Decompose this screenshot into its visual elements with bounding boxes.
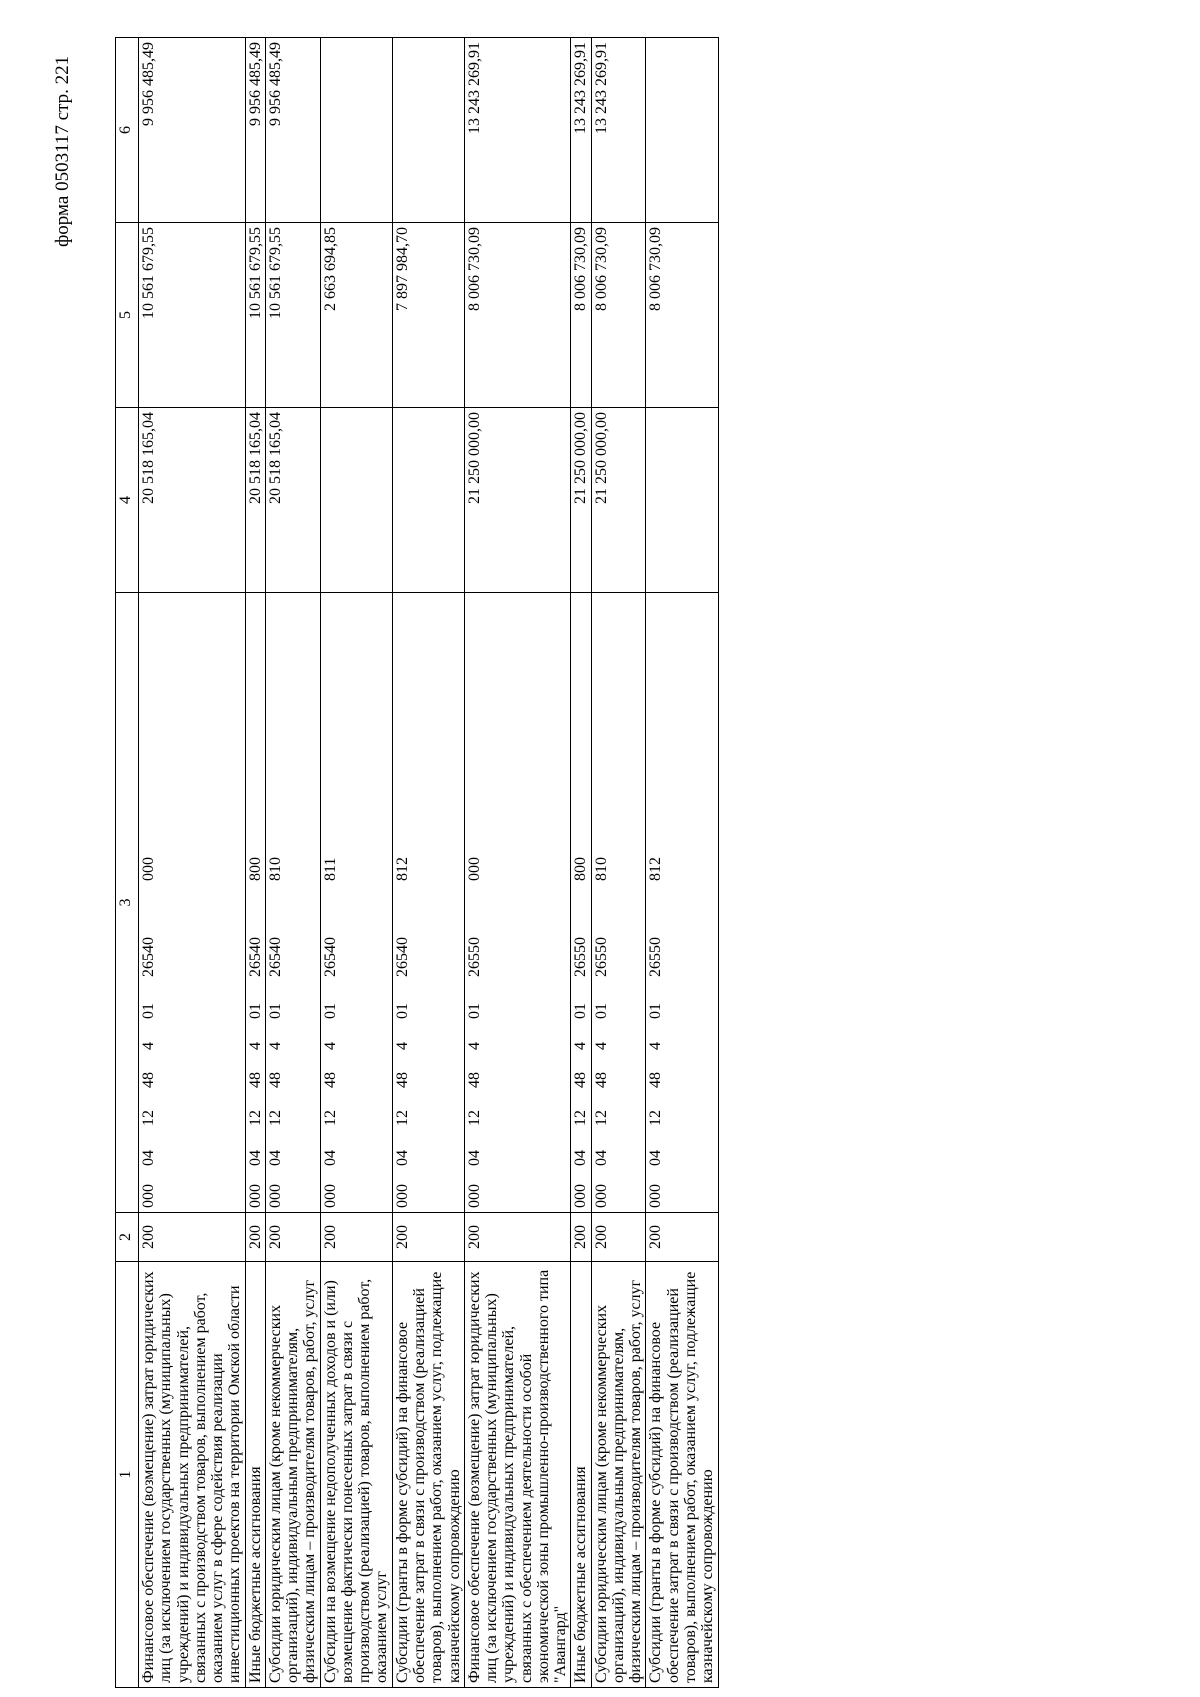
row-line-code: 200 — [464, 1213, 571, 1262]
code-program: 48 — [246, 1072, 264, 1088]
code-subprogram: 4 — [321, 1042, 339, 1050]
row-col6-value — [646, 38, 718, 223]
header-col-5: 5 — [116, 223, 139, 408]
code-event: 01 — [572, 1003, 590, 1019]
code-direction: 26540 — [246, 937, 264, 977]
row-col5-value: 10 561 679,55 — [265, 223, 320, 408]
row-name: Иные бюджетные ассигнования — [571, 1262, 591, 1688]
row-classification-code — [392, 593, 464, 1213]
row-line-code: 200 — [139, 1213, 246, 1262]
row-col5-value: 8 006 730,09 — [464, 223, 571, 408]
row-col6-value: 9 956 485,49 — [245, 38, 265, 223]
header-col-4: 4 — [116, 408, 139, 593]
code-subsection: 12 — [321, 1110, 339, 1126]
code-expense-type: 800 — [246, 857, 264, 881]
code-admin: 000 — [647, 1184, 665, 1208]
table-row — [245, 38, 265, 1688]
header-col-6: 6 — [116, 38, 139, 223]
row-col4-value — [320, 408, 392, 593]
row-col4-value: 20 518 165,04 — [245, 408, 265, 593]
code-subsection: 12 — [592, 1110, 610, 1126]
code-section: 04 — [140, 1150, 157, 1166]
code-program: 48 — [321, 1072, 339, 1088]
code-program: 48 — [140, 1072, 157, 1088]
row-name: Субсидии (гранты в форме субсидий) на финансовое обеспечение затрат в связи с производством (реализацией товаров), выполнением работ, оказанием услуг, подлежащие казначейскому сопровождению — [646, 1262, 718, 1688]
row-classification-code — [245, 593, 265, 1213]
row-name: Финансовое обеспечение (возмещение) затрат юридических лиц (за исключением государственных (муниципальных) учреждений) и индивидуальных предпринимателей, связанных с производством товаров, выполнением работ, оказанием услуг в сфере содействия реализации инвестиционных проектов на территории Омской области — [139, 1262, 246, 1688]
row-line-code: 200 — [591, 1213, 646, 1262]
row-line-code: 200 — [320, 1213, 392, 1262]
code-admin: 000 — [393, 1184, 411, 1208]
code-subsection: 12 — [393, 1110, 411, 1126]
row-classification-code — [265, 593, 320, 1213]
code-expense-type: 000 — [465, 857, 483, 881]
table-row — [392, 38, 464, 1688]
row-line-code: 200 — [265, 1213, 320, 1262]
row-col5-value: 10 561 679,55 — [139, 223, 246, 408]
code-expense-type: 812 — [393, 857, 411, 881]
row-line-code: 200 — [646, 1213, 718, 1262]
code-expense-type: 810 — [266, 857, 284, 881]
row-classification-code — [646, 593, 718, 1213]
code-event: 01 — [465, 1003, 483, 1019]
code-subprogram: 4 — [647, 1042, 665, 1050]
table-row — [320, 38, 392, 1688]
row-name: Финансовое обеспечение (возмещение) затрат юридических лиц (за исключением государственных (муниципальных) учреждений) и индивидуальных предпринимателей, связанных с обеспечением деятельности особой экономической зоны промышленно-производственного типа "Авангард" — [464, 1262, 571, 1688]
code-section: 04 — [572, 1150, 590, 1166]
row-classification-code — [591, 593, 646, 1213]
row-col5-value: 10 561 679,55 — [245, 223, 265, 408]
code-admin: 000 — [266, 1184, 284, 1208]
table-row — [591, 38, 646, 1688]
code-event: 01 — [393, 1003, 411, 1019]
row-col6-value: 13 243 269,91 — [571, 38, 591, 223]
row-col6-value: 9 956 485,49 — [265, 38, 320, 223]
code-admin: 000 — [246, 1184, 264, 1208]
row-col4-value — [646, 408, 718, 593]
form-label: форма 0503117 стр. 221 — [52, 55, 73, 247]
code-subprogram: 4 — [465, 1042, 483, 1050]
table-row — [646, 38, 718, 1688]
row-col6-value: 13 243 269,91 — [464, 38, 571, 223]
row-col4-value: 21 250 000,00 — [591, 408, 646, 593]
row-classification-code — [139, 593, 246, 1213]
row-name: Иные бюджетные ассигнования — [245, 1262, 265, 1688]
code-direction: 26540 — [266, 937, 284, 977]
code-program: 48 — [266, 1072, 284, 1088]
table-row — [464, 38, 571, 1688]
code-section: 04 — [266, 1150, 284, 1166]
row-line-code: 200 — [392, 1213, 464, 1262]
code-admin: 000 — [321, 1184, 339, 1208]
row-col5-value: 8 006 730,09 — [571, 223, 591, 408]
row-name: Субсидии на возмещение недополученных доходов и (или) возмещение фактически понесенных затрат в связи с производством (реализацией) товаров, выполнением работ, оказанием услуг — [320, 1262, 392, 1688]
code-section: 04 — [246, 1150, 264, 1166]
row-col4-value: 20 518 165,04 — [265, 408, 320, 593]
code-expense-type: 000 — [140, 857, 157, 881]
code-event: 01 — [266, 1003, 284, 1019]
code-event: 01 — [592, 1003, 610, 1019]
budget-table — [115, 37, 719, 1688]
table-header — [116, 38, 139, 1688]
code-section: 04 — [393, 1150, 411, 1166]
row-col4-value — [392, 408, 464, 593]
code-section: 04 — [321, 1150, 339, 1166]
table-body — [139, 38, 719, 1688]
code-expense-type: 811 — [321, 857, 339, 881]
code-subprogram: 4 — [140, 1042, 157, 1050]
code-expense-type: 812 — [647, 857, 665, 881]
code-admin: 000 — [572, 1184, 590, 1208]
code-subsection: 12 — [266, 1110, 284, 1126]
code-subprogram: 4 — [572, 1042, 590, 1050]
code-expense-type: 800 — [572, 857, 590, 881]
code-subsection: 12 — [647, 1110, 665, 1126]
code-subsection: 12 — [140, 1110, 157, 1126]
row-name: Субсидии юридическим лицам (кроме некоммерческих организаций), индивидуальным предпринимателям, физическим лицам – производителям товаров, работ, услуг — [591, 1262, 646, 1688]
code-subprogram: 4 — [393, 1042, 411, 1050]
header-col-2: 2 — [116, 1213, 139, 1262]
code-program: 48 — [592, 1072, 610, 1088]
code-section: 04 — [647, 1150, 665, 1166]
row-col5-value: 2 663 694,85 — [320, 223, 392, 408]
row-classification-code — [320, 593, 392, 1213]
code-subprogram: 4 — [246, 1042, 264, 1050]
code-direction: 26550 — [572, 937, 590, 977]
code-direction: 26550 — [592, 937, 610, 977]
code-program: 48 — [647, 1072, 665, 1088]
code-direction: 26540 — [393, 937, 411, 977]
code-subsection: 12 — [572, 1110, 590, 1126]
row-col6-value: 9 956 485,49 — [139, 38, 246, 223]
row-col4-value: 21 250 000,00 — [464, 408, 571, 593]
code-event: 01 — [647, 1003, 665, 1019]
code-subprogram: 4 — [266, 1042, 284, 1050]
row-name: Субсидии юридическим лицам (кроме некоммерческих организаций), индивидуальным предпринимателям, физическим лицам – производителям товаров, работ, услуг — [265, 1262, 320, 1688]
table-row — [265, 38, 320, 1688]
code-direction: 26550 — [465, 937, 483, 977]
row-col4-value: 20 518 165,04 — [139, 408, 246, 593]
row-name: Субсидии (гранты в форме субсидий) на финансовое обеспечение затрат в связи с производством (реализацией товаров), выполнением работ, оказанием услуг, подлежащие казначейскому сопровождению — [392, 1262, 464, 1688]
code-program: 48 — [572, 1072, 590, 1088]
code-direction: 26550 — [647, 937, 665, 977]
code-event: 01 — [321, 1003, 339, 1019]
row-col6-value: 13 243 269,91 — [591, 38, 646, 223]
table-row — [571, 38, 591, 1688]
code-subsection: 12 — [246, 1110, 264, 1126]
row-col4-value: 21 250 000,00 — [571, 408, 591, 593]
code-admin: 000 — [465, 1184, 483, 1208]
code-subprogram: 4 — [592, 1042, 610, 1050]
row-col6-value — [392, 38, 464, 223]
code-expense-type: 810 — [592, 857, 610, 881]
row-line-code: 200 — [245, 1213, 265, 1262]
code-admin: 000 — [592, 1184, 610, 1208]
row-classification-code — [571, 593, 591, 1213]
row-col5-value: 7 897 984,70 — [392, 223, 464, 408]
code-direction: 26540 — [321, 937, 339, 977]
row-line-code: 200 — [571, 1213, 591, 1262]
code-event: 01 — [246, 1003, 264, 1019]
code-direction: 26540 — [140, 937, 157, 977]
code-section: 04 — [465, 1150, 483, 1166]
row-col6-value — [320, 38, 392, 223]
code-program: 48 — [393, 1072, 411, 1088]
row-col5-value: 8 006 730,09 — [646, 223, 718, 408]
code-event: 01 — [140, 1003, 157, 1019]
header-col-1: 1 — [116, 1262, 139, 1688]
code-admin: 000 — [140, 1184, 157, 1208]
header-col-3: 3 — [116, 593, 139, 1213]
row-col5-value: 8 006 730,09 — [591, 223, 646, 408]
code-section: 04 — [592, 1150, 610, 1166]
code-program: 48 — [465, 1072, 483, 1088]
row-classification-code — [464, 593, 571, 1213]
code-subsection: 12 — [465, 1110, 483, 1126]
table-row — [139, 38, 246, 1688]
